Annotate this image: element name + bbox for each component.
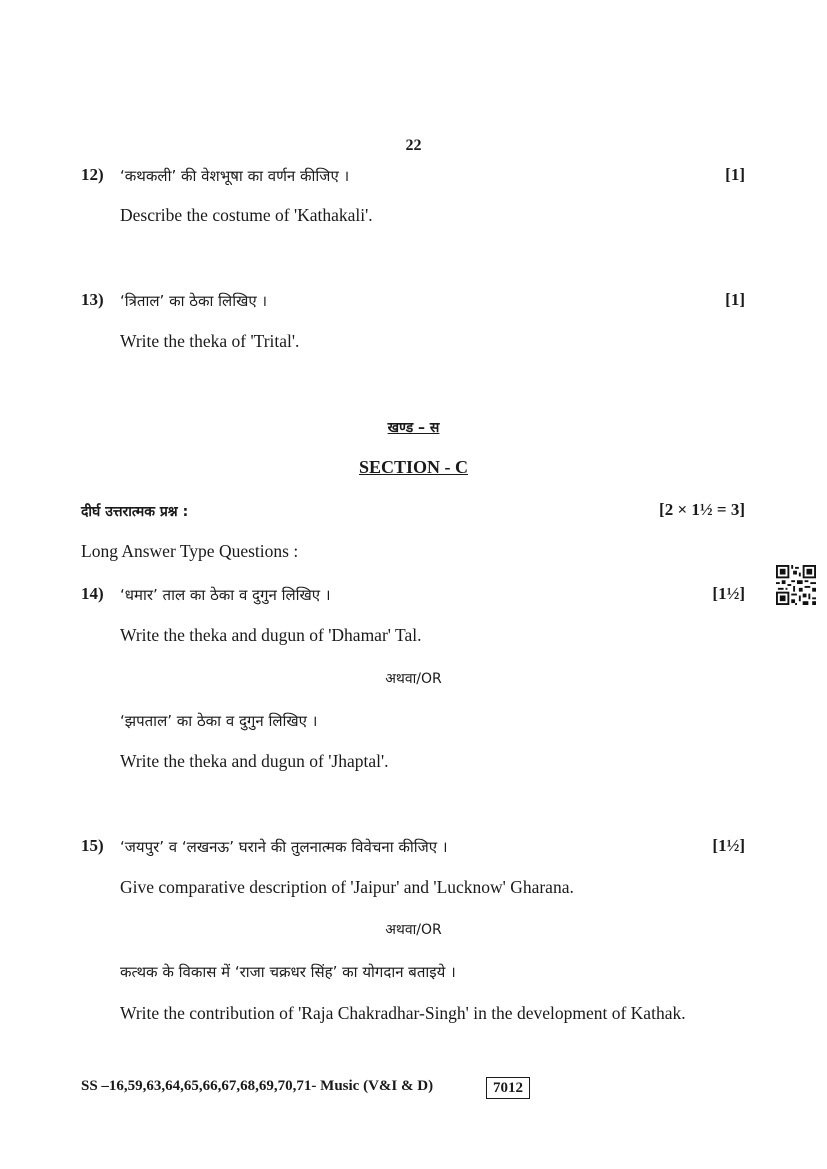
question-text-hindi: ‘त्रिताल’ का ठेका लिखिए । — [120, 292, 268, 310]
alternate-question-hindi: ‘झपताल’ का ठेका व दुगुन लिखिए । — [120, 712, 318, 730]
question-text-english: Write the theka of 'Trital'. — [120, 331, 300, 351]
section-heading-english: SECTION - C — [358, 457, 469, 477]
question-text-english: Describe the costume of 'Kathakali'. — [120, 205, 373, 225]
marks-label: [1½] — [712, 836, 745, 855]
marks-label: [1½] — [712, 584, 745, 603]
qr-code-icon — [776, 565, 816, 605]
section-heading-hindi: खण्ड – स — [387, 420, 440, 436]
alternate-question-english: Write the theka and dugun of 'Jhaptal'. — [120, 751, 389, 771]
paper-code-box: 7012 — [486, 1077, 530, 1099]
footer-subject-code: SS –16,59,63,64,65,66,67,68,69,70,71- Music (V&I & D) — [81, 1078, 434, 1094]
alternate-question-hindi: कत्थक के विकास में ‘राजा चक्रधर सिंह’ का योगदान बताइये । — [120, 963, 456, 981]
marks-label: [1] — [725, 290, 745, 309]
question-number: 12) — [81, 165, 104, 184]
question-text-hindi: ‘धमार’ ताल का ठेका व दुगुन लिखिए । — [120, 586, 331, 604]
section-marks-formula: [2 × 1½ = 3] — [659, 500, 745, 519]
alternate-question-english: Write the contribution of 'Raja Chakradhar-Singh' in the development of Kathak. — [120, 1003, 686, 1023]
question-text-english: Give comparative description of 'Jaipur' and 'Lucknow' Gharana. — [120, 877, 574, 897]
question-number: 13) — [81, 290, 104, 309]
or-separator: अथवा/OR — [385, 671, 442, 687]
question-text-english: Write the theka and dugun of 'Dhamar' Tal. — [120, 625, 422, 645]
question-text-hindi: ‘कथकली’ की वेशभूषा का वर्णन कीजिए । — [120, 167, 350, 185]
question-type-english: Long Answer Type Questions : — [81, 541, 299, 561]
page-number: 22 — [405, 137, 422, 154]
marks-label: [1] — [725, 165, 745, 184]
question-type-hindi: दीर्घ उत्तरात्मक प्रश्न : — [81, 504, 189, 520]
question-number: 15) — [81, 836, 104, 855]
question-text-hindi: ‘जयपुर’ व ‘लखनऊ’ घराने की तुलनात्मक विवेचना कीजिए । — [120, 838, 448, 856]
question-number: 14) — [81, 584, 104, 603]
or-separator: अथवा/OR — [385, 922, 442, 938]
